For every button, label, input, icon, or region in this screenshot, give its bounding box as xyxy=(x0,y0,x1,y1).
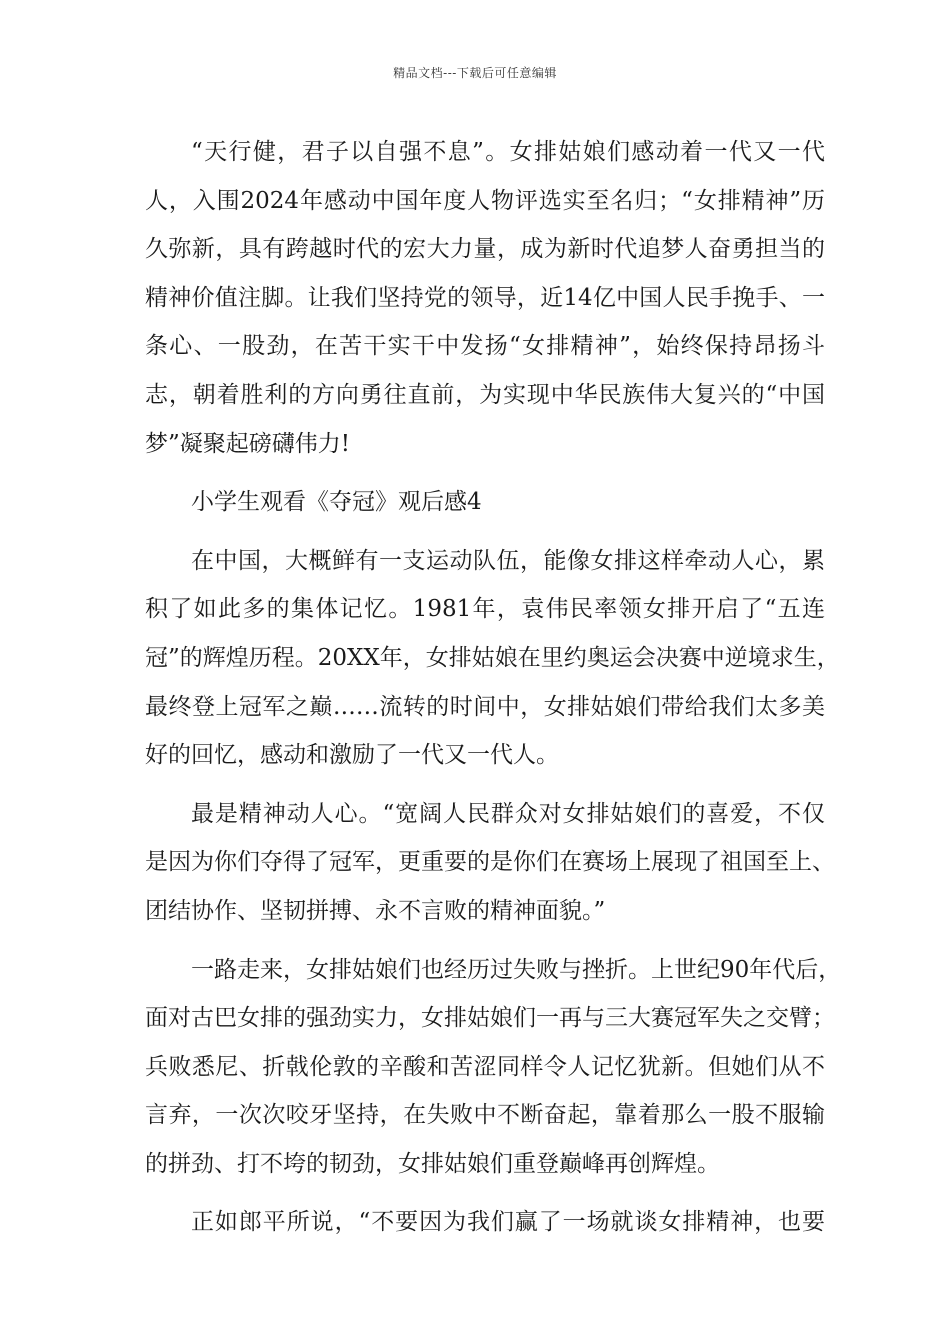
text-line: 精神价值注脚。让我们坚持党的领导，近14亿中国人民手挽手、一 xyxy=(145,284,825,311)
text-line: 冠”的辉煌历程。20XX年，女排姑娘在里约奥运会决赛中逆境求生， xyxy=(145,644,840,671)
text-line: 好的回忆，感动和激励了一代又一代人。 xyxy=(145,742,559,769)
paragraph-5 xyxy=(145,946,842,1189)
text-line: 条心、一股劲，在苦干实干中发扬“女排精神”，始终保持昂扬斗 xyxy=(145,333,825,360)
text-line: 最终登上冠军之巅……流转的时间中，女排姑娘们带给我们太多美 xyxy=(145,693,825,720)
text-line: 一路走来，女排姑娘们也经历过失败与挫折。上世纪90年代后， xyxy=(191,956,842,983)
text-line: 积了如此多的集体记忆。1981年，袁伟民率领女排开启了“五连 xyxy=(145,596,825,623)
paragraph-3 xyxy=(145,537,840,780)
text-line: 久弥新，具有跨越时代的宏大力量，成为新时代追梦人奋勇担当的 xyxy=(145,236,825,263)
text-line: 是因为你们夺得了冠军，更重要的是你们在赛场上展现了祖国至上、 xyxy=(145,849,835,876)
document-body xyxy=(145,128,842,1247)
page-header: 精品文档---下载后可任意编辑 xyxy=(393,66,557,80)
text-line: 团结协作、坚韧拼搏、永不言败的精神面貌。” xyxy=(145,897,606,924)
section-heading xyxy=(145,478,825,527)
text-line: 人，入围2024年感动中国年度人物评选实至名归；“女排精神”历 xyxy=(145,187,825,214)
text-line: 正如郎平所说，“不要因为我们赢了一场就谈女排精神，也要 xyxy=(191,1209,825,1236)
paragraph-1 xyxy=(145,128,825,468)
text-line: 梦”凝聚起磅礴伟力! xyxy=(145,430,351,457)
text-line: 兵败悉尼、折戟伦敦的辛酸和苦涩同样令人记忆犹新。但她们从不 xyxy=(145,1053,825,1080)
paragraph-4 xyxy=(145,790,835,936)
text-line: 的拼劲、打不垮的韧劲，女排姑娘们重登巅峰再创辉煌。 xyxy=(145,1150,720,1177)
text-line: “天行健，君子以自强不息”。女排姑娘们感动着一代又一代 xyxy=(191,139,825,165)
text-line: 在中国，大概鲜有一支运动队伍，能像女排这样牵动人心，累 xyxy=(191,547,825,574)
text-line: 最是精神动人心。“宽阔人民群众对女排姑娘们的喜爱，不仅 xyxy=(191,800,825,827)
text-line: 志，朝着胜利的方向勇往直前，为实现中华民族伟大复兴的“中国 xyxy=(145,381,825,408)
text-line: 面对古巴女排的强劲实力，女排姑娘们一再与三大赛冠军失之交臂； xyxy=(145,1005,835,1032)
text-line: 言弃，一次次咬牙坚持，在失败中不断奋起，靠着那么一股不服输 xyxy=(145,1102,825,1129)
paragraph-6 xyxy=(145,1198,825,1247)
heading-line: 小学生观看《夺冠》观后感4 xyxy=(191,489,482,516)
